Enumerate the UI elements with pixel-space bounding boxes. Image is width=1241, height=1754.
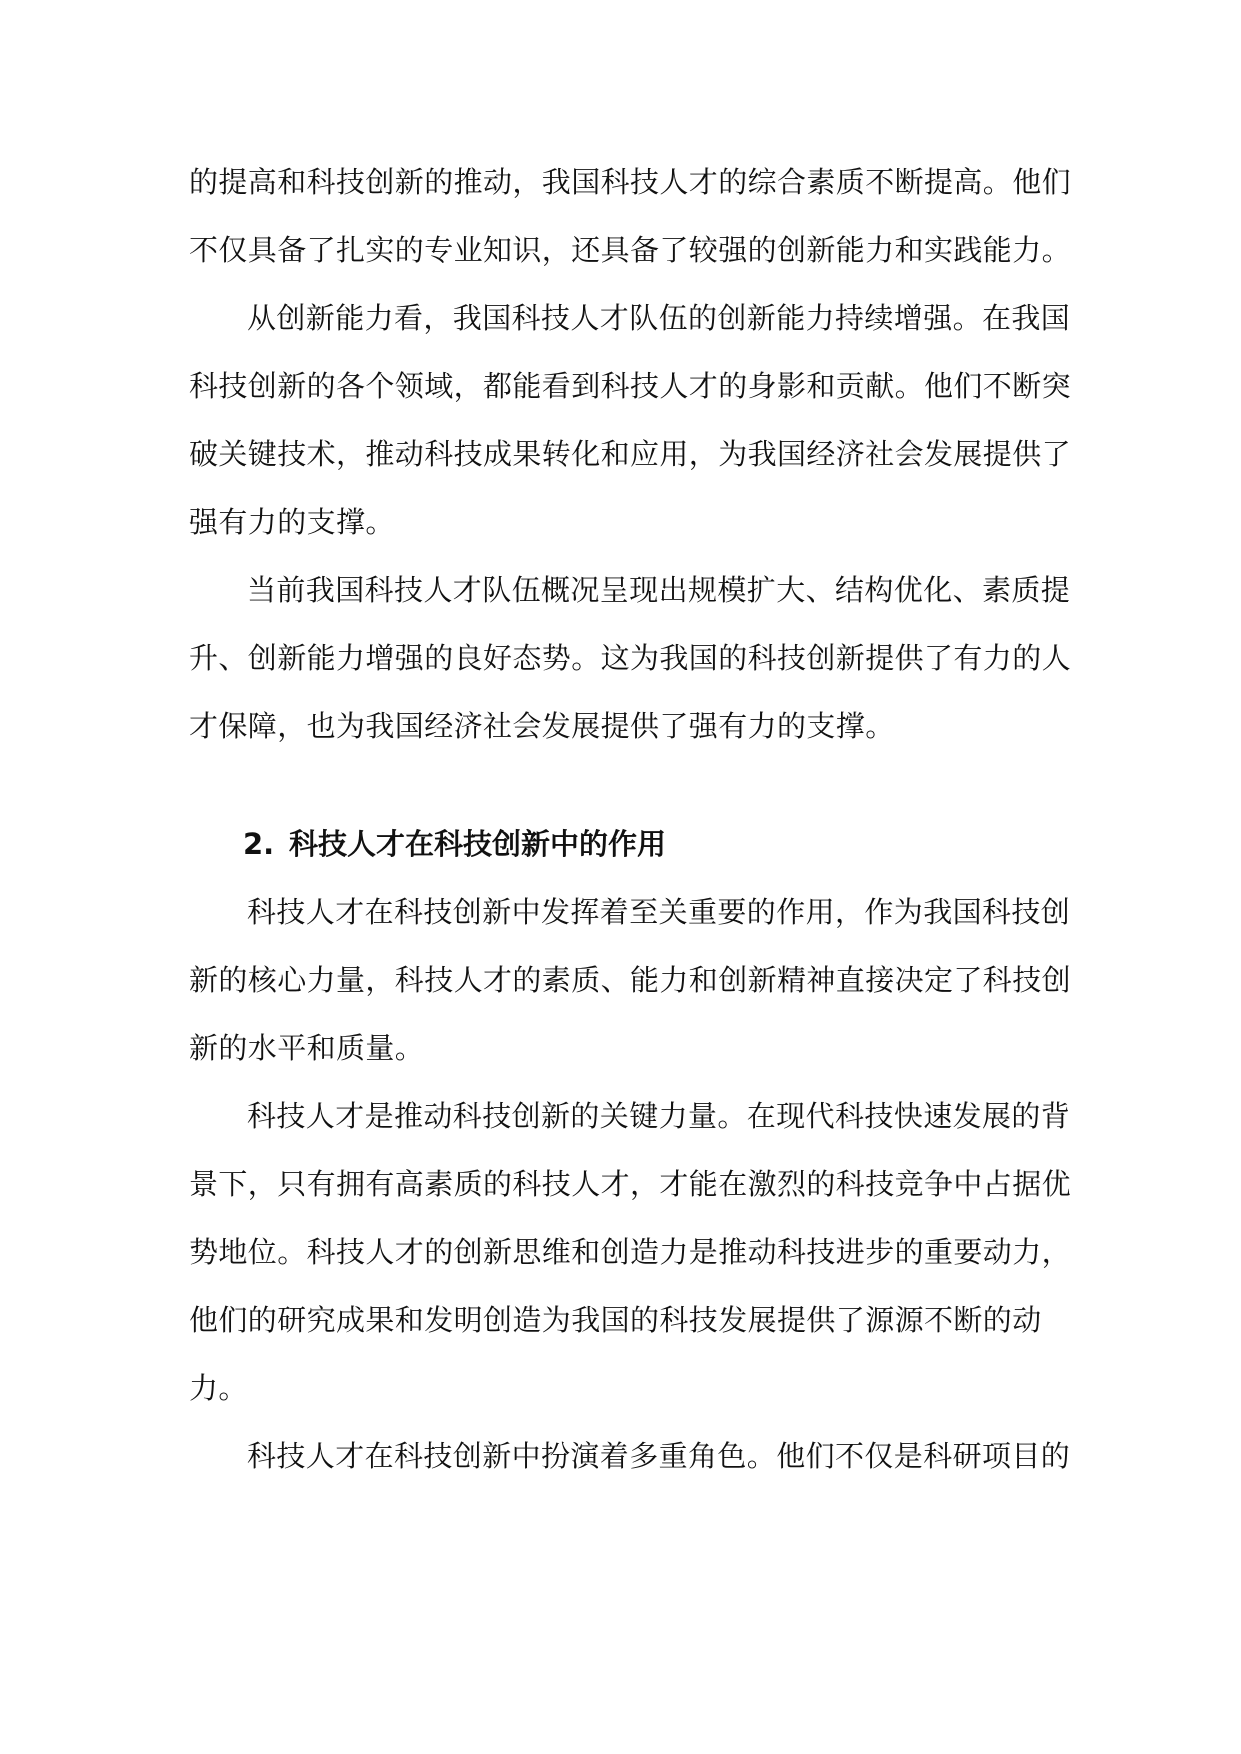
body-text-line: 他们的研究成果和发明创造为我国的科技发展提供了源源不断的动 xyxy=(189,1303,1042,1337)
body-text-line: 强有力的支撑。 xyxy=(189,505,395,539)
body-text-line: 力。 xyxy=(189,1371,248,1405)
section-heading xyxy=(189,810,1069,878)
document-body xyxy=(189,148,1072,1490)
body-text-line: 破关键技术，推动科技成果转化和应用，为我国经济社会发展提供了 xyxy=(189,437,1072,471)
body-text-line: 科技创新的各个领域，都能看到科技人才的身影和贡献。他们不断突 xyxy=(189,369,1072,403)
section-spacer xyxy=(189,760,1069,810)
body-text-line: 科技人才在科技创新中发挥着至关重要的作用，作为我国科技创 xyxy=(247,895,1071,929)
body-text-line: 升、创新能力增强的良好态势。这为我国的科技创新提供了有力的人 xyxy=(189,641,1072,675)
body-text-line: 科技人才在科技创新中扮演着多重角色。他们不仅是科研项目的 xyxy=(247,1439,1071,1473)
body-text-line: 从创新能力看，我国科技人才队伍的创新能力持续增强。在我国 xyxy=(247,301,1071,335)
section-title: 科技人才在科技创新中的作用 xyxy=(289,827,667,861)
section-number: 2. xyxy=(243,827,275,861)
body-text-line: 势地位。科技人才的创新思维和创造力是推动科技进步的重要动力， xyxy=(189,1235,1072,1269)
body-text-line: 新的核心力量，科技人才的素质、能力和创新精神直接决定了科技创 xyxy=(189,963,1072,997)
body-text-line: 的提高和科技创新的推动，我国科技人才的综合素质不断提高。他们 xyxy=(189,165,1072,199)
body-text-line: 新的水平和质量。 xyxy=(189,1031,425,1065)
body-text-line: 才保障，也为我国经济社会发展提供了强有力的支撑。 xyxy=(189,709,895,743)
body-text-line: 科技人才是推动科技创新的关键力量。在现代科技快速发展的背 xyxy=(247,1099,1071,1133)
body-text-line: 景下，只有拥有高素质的科技人才，才能在激烈的科技竞争中占据优 xyxy=(189,1167,1072,1201)
body-text-line: 当前我国科技人才队伍概况呈现出规模扩大、结构优化、素质提 xyxy=(247,573,1071,607)
body-text-line: 不仅具备了扎实的专业知识，还具备了较强的创新能力和实践能力。 xyxy=(189,233,1072,267)
